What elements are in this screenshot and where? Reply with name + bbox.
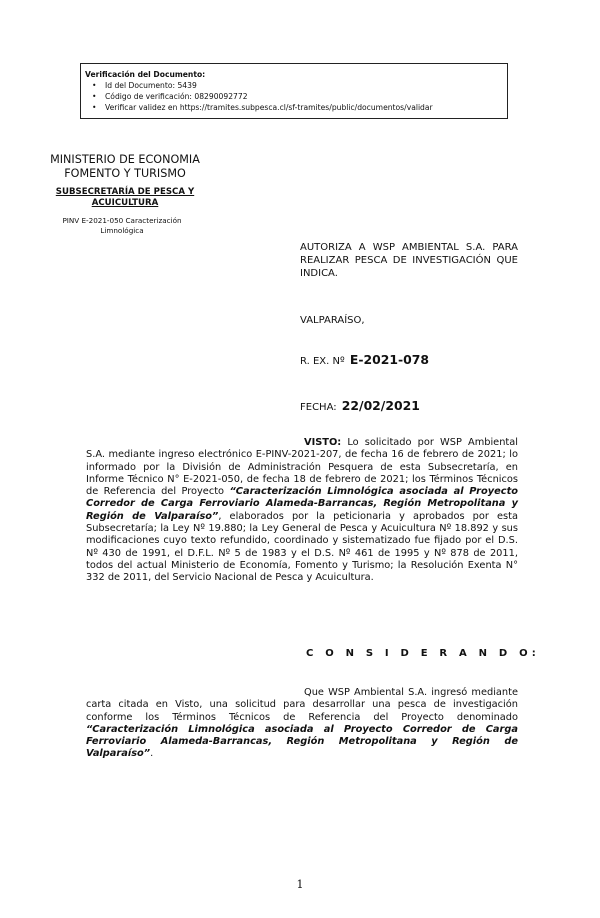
- considerando-text: Que WSP Ambiental S.A. ingresó mediante carta citada en Visto, una solicitud para desarrollar una pesca de investigación conforme los Términos Técnicos de Referencia del Proyecto denominado: [86, 687, 518, 723]
- visto-heading: VISTO:: [304, 437, 342, 448]
- resolution-number-line: [300, 352, 429, 367]
- reference-line-2: Limnológica: [100, 226, 144, 235]
- verification-title: Verificación del Documento:: [85, 70, 206, 79]
- verification-code: • Código de verificación: 08290092772: [105, 91, 507, 102]
- reference-line-1: PINV E-2021-050 Caracterización: [62, 216, 182, 225]
- date-label: FECHA:: [300, 402, 337, 413]
- visto-project-title: “Caracterización Limnológica asociada al Proyecto Corredor de Carga Ferroviario Alameda-Barrancas, Región Metropolitana y Región de Valparaíso”: [86, 486, 518, 522]
- ministry-name: [30, 153, 220, 181]
- date-line: [300, 398, 420, 413]
- document-reference: [22, 216, 222, 236]
- subsecretaria-name: [40, 187, 210, 209]
- verification-document-id: • Id del Documento: 5439: [105, 80, 507, 91]
- visto-text-continued: , elaborados por la peticionaria y aprobados por esta Subsecretaría; la Ley Nº 19.880; la Ley General de Pesca y Acuicultura Nº 18.892 y sus modificaciones cuyo texto refundido, coordinado y sistematizado fue fijado por el D.S. Nº 430 de 1991, el D.F.L. Nº 5 de 1983 y el D.S. Nº 461 de 1995 y Nº 878 de 2011, todos del actual Ministerio de Economía, Fomento y Turismo; la Resolución Exenta N° 332 de 2011, del Servicio Nacional de Pesca y Acuicultura.: [86, 510, 518, 584]
- date-value: 22/02/2021: [341, 398, 420, 413]
- subsecretaria-line-2: ACUICULTURA: [91, 198, 159, 208]
- considerando-heading: C O N S I D E R A N D O:: [306, 648, 540, 659]
- verification-url[interactable]: • Verificar validez en https://tramites.subpesca.cl/sf-tramites/public/documentos/validar: [105, 102, 507, 113]
- verification-list: [85, 80, 507, 113]
- visto-text: Lo solicitado por WSP Ambiental S.A. mediante ingreso electrónico E-PINV-2021-207, de fecha 16 de febrero de 2021; lo informado por la División de Administración Pesquera de esta Subsecretaría, en Informe Técnico N° E-2021-050, de fecha 18 de febrero de 2021; los Términos Técnicos de Referencia del Proyecto: [86, 437, 518, 498]
- considerando-paragraph: [86, 687, 518, 761]
- verification-box: [80, 63, 508, 119]
- considerando-text-end: .: [150, 748, 154, 760]
- resolution-subject: AUTORIZA A WSP AMBIENTAL S.A. PARA REALIZAR PESCA DE INVESTIGACIÓN QUE INDICA.: [300, 242, 518, 279]
- resolution-label: R. EX. Nº: [300, 356, 345, 367]
- page-number: 1: [296, 878, 304, 891]
- subsecretaria-line-1: SUBSECRETARÍA DE PESCA Y: [55, 187, 195, 197]
- visto-paragraph: [86, 437, 518, 585]
- resolution-number: E-2021-078: [349, 352, 429, 367]
- place: VALPARAÍSO,: [300, 315, 365, 326]
- considerando-project-title: “Caracterización Limnológica asociada al Proyecto Corredor de Carga Ferroviario Alameda-Barrancas, Región Metropolitana y Región de Valparaíso”: [86, 723, 518, 760]
- ministry-line-2: FOMENTO Y TURISMO: [64, 167, 186, 180]
- ministry-line-1: MINISTERIO DE ECONOMIA: [50, 153, 200, 166]
